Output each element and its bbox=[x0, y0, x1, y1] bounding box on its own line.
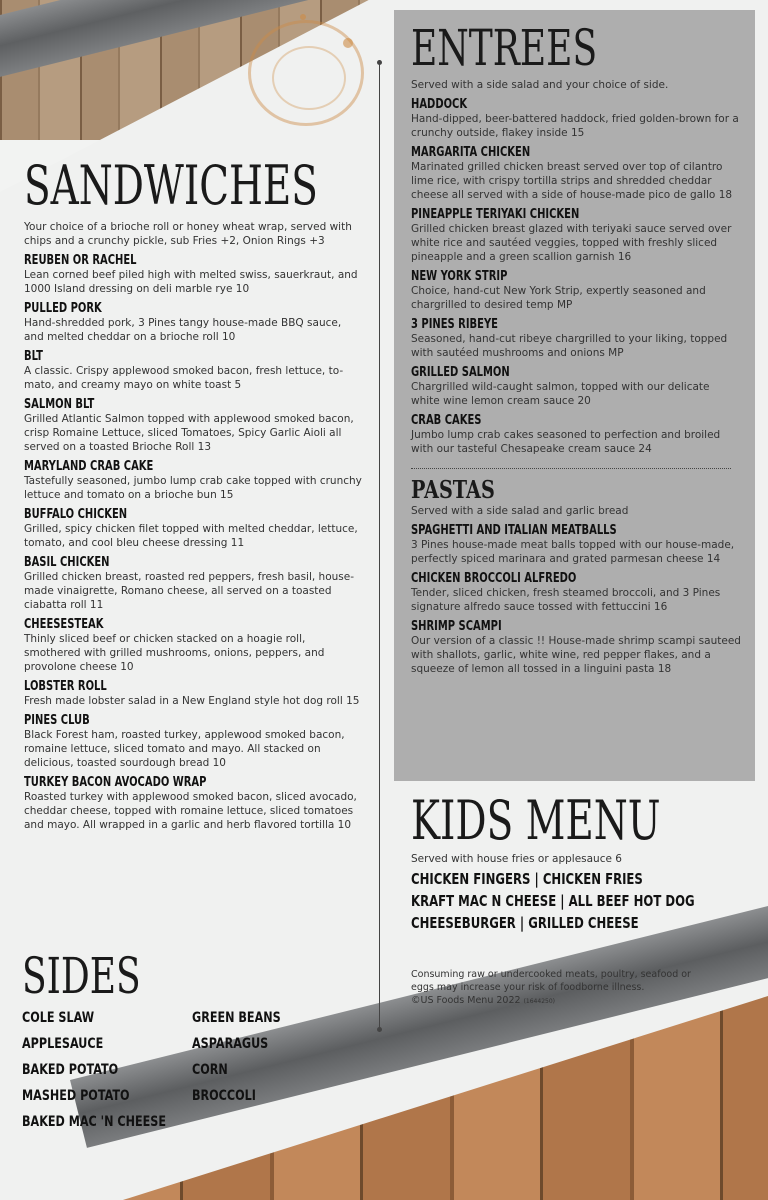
entrees-title: ENTREES bbox=[411, 19, 598, 77]
menu-code: (1644250) bbox=[523, 998, 555, 1005]
menu-item-description: Tender, sliced chicken, fresh steamed broccoli, and 3 Pines signature alfredo sauce tossed with fettuccini 16 bbox=[411, 587, 721, 613]
side-item: BROCCOLI bbox=[192, 1088, 256, 1104]
menu-item bbox=[411, 268, 741, 312]
menu-item-name: GRILLED SALMON bbox=[411, 364, 510, 380]
kids-title: KIDS MENU bbox=[411, 789, 661, 852]
menu-item-name: TURKEY BACON AVOCADO WRAP bbox=[24, 774, 207, 790]
column-divider bbox=[379, 60, 380, 1032]
menu-item bbox=[24, 348, 364, 392]
menu-item bbox=[411, 96, 741, 140]
sides-section bbox=[22, 948, 362, 1130]
menu-item bbox=[411, 570, 741, 614]
menu-item-description: Grilled chicken breast glazed with teriyaki sauce served over white rice and sautéed veggies, topped with freshly sliced pineapple and a green scallion garnish 16 bbox=[411, 223, 732, 263]
sides-list bbox=[22, 1010, 362, 1130]
menu-item-name: BLT bbox=[24, 348, 43, 364]
kids-intro: Served with house fries or applesauce 6 bbox=[411, 853, 622, 865]
menu-item-name: NEW YORK STRIP bbox=[411, 268, 508, 284]
menu-item-description: Lean corned beef piled high with melted swiss, sauerkraut, and 1000 Island dressing on deli marble rye 10 bbox=[24, 269, 358, 295]
kids-menu-line: KRAFT MAC N CHEESE | ALL BEEF HOT DOG bbox=[411, 892, 695, 910]
menu-item bbox=[24, 616, 364, 674]
menu-item bbox=[411, 412, 741, 456]
menu-item-name: MARGARITA CHICKEN bbox=[411, 144, 531, 160]
menu-item-description: Hand-dipped, beer-battered haddock, fried golden-brown for a crunchy outside, flakey inside 15 bbox=[411, 113, 739, 139]
menu-item bbox=[24, 678, 364, 708]
menu-item-description: Grilled chicken breast, roasted red peppers, fresh basil, house-made vinaigrette, Romano cheese, all served on a toasted ciabatta roll 11 bbox=[24, 571, 355, 611]
menu-item-name: SHRIMP SCAMPI bbox=[411, 618, 502, 634]
kids-menu-line: CHEESEBURGER | GRILLED CHEESE bbox=[411, 914, 639, 932]
pastas-title: PASTAS bbox=[411, 475, 495, 504]
menu-item bbox=[411, 206, 741, 264]
kids-menu-line: CHICKEN FINGERS | CHICKEN FRIES bbox=[411, 870, 643, 888]
menu-item-name: SALMON BLT bbox=[24, 396, 95, 412]
menu-item-description: Jumbo lump crab cakes seasoned to perfection and broiled with our tasteful Chesapeake cream sauce 24 bbox=[411, 429, 721, 455]
menu-item-description: 3 Pines house-made meat balls topped with our house-made, perfectly spiced marinara and grated parmesan cheese 14 bbox=[411, 539, 735, 565]
menu-item-description: Seasoned, hand-cut ribeye chargrilled to your liking, topped with sautéed mushrooms and onions MP bbox=[411, 333, 728, 359]
menu-item-description: Thinly sliced beef or chicken stacked on a hoagie roll, smothered with grilled mushrooms, onions, peppers, and provolone cheese 10 bbox=[24, 633, 325, 673]
menu-item-name: BASIL CHICKEN bbox=[24, 554, 110, 570]
menu-item bbox=[24, 506, 364, 550]
menu-item-name: CHEESESTEAK bbox=[24, 616, 104, 632]
menu-item-description: Chargrilled wild-caught salmon, topped with our delicate white wine lemon cream sauce 20 bbox=[411, 381, 710, 407]
menu-item-name: PULLED PORK bbox=[24, 300, 102, 316]
side-item: MASHED POTATO bbox=[22, 1088, 130, 1104]
menu-item-name: PINEAPPLE TERIYAKI CHICKEN bbox=[411, 206, 580, 222]
side-item: ASPARAGUS bbox=[192, 1036, 269, 1052]
menu-item-name: 3 PINES RIBEYE bbox=[411, 316, 498, 332]
menu-item bbox=[411, 618, 741, 676]
side-item: APPLESAUCE bbox=[22, 1036, 104, 1052]
menu-item-name: BUFFALO CHICKEN bbox=[24, 506, 128, 522]
entrees-section bbox=[411, 19, 741, 676]
menu-item-name: CRAB CAKES bbox=[411, 412, 482, 428]
menu-item bbox=[24, 458, 364, 502]
side-item: CORN bbox=[192, 1062, 228, 1078]
menu-item-name: MARYLAND CRAB CAKE bbox=[24, 458, 154, 474]
menu-item-name: CHICKEN BROCCOLI ALFREDO bbox=[411, 570, 577, 586]
kids-section bbox=[411, 789, 751, 932]
menu-item bbox=[24, 774, 364, 832]
menu-item-description: Grilled, spicy chicken filet topped with melted cheddar, lettuce, tomato, and cool bleu cheese dressing 11 bbox=[24, 523, 358, 549]
entree-list bbox=[411, 96, 741, 456]
menu-item bbox=[411, 144, 741, 202]
sandwich-list bbox=[24, 252, 364, 832]
menu-item-name: HADDOCK bbox=[411, 96, 468, 112]
copyright-text: ©US Foods Menu 2022 bbox=[411, 995, 521, 1006]
food-safety-disclaimer bbox=[411, 968, 701, 1008]
sandwiches-intro: Your choice of a brioche roll or honey wheat wrap, served with chips and a crunchy pickle, sub Fries +2, Onion Rings +3 bbox=[24, 221, 352, 247]
menu-item-name: SPAGHETTI AND ITALIAN MEATBALLS bbox=[411, 522, 617, 538]
disclaimer-text: Consuming raw or undercooked meats, poultry, seafood or eggs may increase your risk of foodborne illness. bbox=[411, 969, 691, 993]
pastas-intro: Served with a side salad and garlic bread bbox=[411, 505, 629, 517]
side-item: COLE SLAW bbox=[22, 1010, 95, 1026]
menu-item-name: PINES CLUB bbox=[24, 712, 90, 728]
menu-item bbox=[24, 252, 364, 296]
menu-item bbox=[24, 712, 364, 770]
menu-item bbox=[24, 554, 364, 612]
side-item: BAKED POTATO bbox=[22, 1062, 119, 1078]
menu-item-name: REUBEN OR RACHEL bbox=[24, 252, 137, 268]
menu-item-description: Roasted turkey with applewood smoked bacon, sliced avocado, cheddar cheese, topped with romaine lettuce, sliced tomatoes and mayo. All wrapped in a garlic and herb flavored tortilla 10 bbox=[24, 791, 357, 831]
menu-item bbox=[24, 396, 364, 454]
menu-item-description: A classic. Crispy applewood smoked bacon, fresh lettuce, to-mato, and creamy mayo on white toast 5 bbox=[24, 365, 344, 391]
menu-item bbox=[411, 316, 741, 360]
kids-list bbox=[411, 870, 751, 932]
sandwiches-section bbox=[24, 154, 364, 832]
menu-item-description: Fresh made lobster salad in a New England style hot dog roll 15 bbox=[24, 695, 360, 707]
menu-item-description: Choice, hand-cut New York Strip, expertly seasoned and chargrilled to desired temp MP bbox=[411, 285, 706, 311]
entree-pasta-divider bbox=[411, 468, 731, 469]
coffee-stain-inner bbox=[272, 46, 346, 110]
sides-title: SIDES bbox=[22, 947, 141, 1005]
coffee-drop bbox=[343, 38, 353, 48]
menu-item-description: Tastefully seasoned, jumbo lump crab cake topped with crunchy lettuce and tomato on a brioche bun 15 bbox=[24, 475, 362, 501]
menu-item-name: LOBSTER ROLL bbox=[24, 678, 107, 694]
side-item: BAKED MAC 'N CHEESE bbox=[22, 1114, 166, 1130]
menu-item bbox=[411, 364, 741, 408]
pasta-list bbox=[411, 522, 741, 676]
side-item: GREEN BEANS bbox=[192, 1010, 281, 1026]
menu-item bbox=[411, 522, 741, 566]
menu-item-description: Hand-shredded pork, 3 Pines tangy house-made BBQ sauce, and melted cheddar on a brioche roll 10 bbox=[24, 317, 342, 343]
entrees-intro: Served with a side salad and your choice of side. bbox=[411, 79, 669, 91]
menu-item-description: Black Forest ham, roasted turkey, applewood smoked bacon, romaine lettuce, sliced tomato and mayo. All stacked on delicious, toasted sourdough bread 10 bbox=[24, 729, 345, 769]
menu-item-description: Marinated grilled chicken breast served over top of cilantro lime rice, with crispy tortilla strips and shredded cheddar cheese all served with a side of house-made pico de gallo 18 bbox=[411, 161, 733, 201]
menu-item bbox=[24, 300, 364, 344]
menu-item-description: Our version of a classic !! House-made shrimp scampi sauteed with shallots, garlic, white wine, red pepper flakes, and a squeeze of lemon all tossed in a linguini pasta 18 bbox=[411, 635, 741, 675]
coffee-drop bbox=[300, 14, 306, 20]
menu-item-description: Grilled Atlantic Salmon topped with applewood smoked bacon, crisp Romaine Lettuce, sliced Tomatoes, Spicy Garlic Aioli all served on a toasted Brioche Roll 13 bbox=[24, 413, 354, 453]
sandwiches-title: SANDWICHES bbox=[24, 154, 318, 217]
